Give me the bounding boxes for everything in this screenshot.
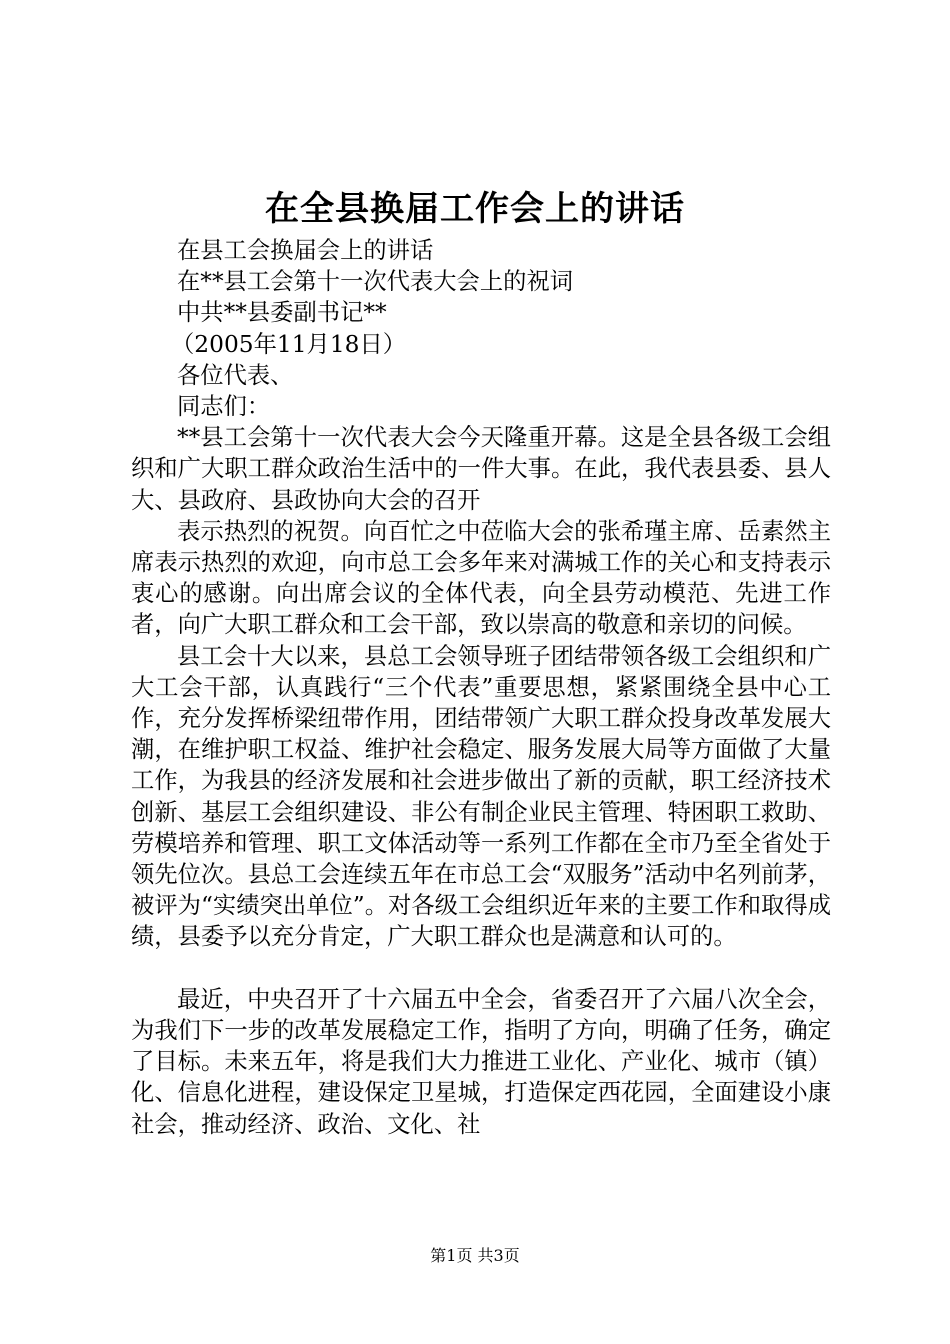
body-paragraph: 最近，中央召开了十六届五中全会，省委召开了六届八次全会，为我们下一步的改革发展稳定工作，指明了方向，明确了任务，确定了目标。未来五年，将是我们大力推进工业化、产业化、城市（镇）化、信息化进程，建设保定卫星城，打造保定西花园，全面建设小康社会，推动经济、政治、文化、社 — [131, 985, 831, 1138]
occasion-line: 在**县工会第十一次代表大会上的祝词 — [177, 268, 574, 296]
document-body — [131, 235, 831, 1140]
body-paragraph: 县工会十大以来，县总工会领导班子团结带领各级工会组织和广大工会干部，认真践行“三个代表”重要思想，紧紧围绕全县中心工作，充分发挥桥梁纽带作用，团结带领广大职工群众投身改革发展大潮，在维护职工权益、维护社会稳定、服务发展大局等方面做了大量工作，为我县的经济发展和社会进步做出了新的贡献，职工经济技术创新、基层工会组织建设、非公有制企业民主管理、特困职工救助、劳模培养和管理、职工文体活动等一系列工作都在全市乃至全省处于领先位次。县总工会连续五年在市总工会“双服务”活动中名列前茅，被评为“实绩突出单位”。对各级工会组织近年来的主要工作和取得成绩，县委予以充分肯定，广大职工群众也是满意和认可的。 — [131, 642, 831, 951]
salutation-line: 各位代表、 — [177, 361, 294, 389]
speaker-line: 中共**县委副书记** — [177, 299, 387, 327]
page-footer: 第1页 共3页 — [430, 1246, 520, 1265]
date-line: （2005年11月18日） — [171, 330, 407, 358]
salutation-line: 同志们： — [177, 392, 271, 420]
subtitle-line: 在县工会换届会上的讲话 — [177, 237, 434, 264]
body-paragraph: **县工会第十一次代表大会今天隆重开幕。这是全县各级工会组织和广大职工群众政治生活中的一件大事。在此，我代表县委、县人大、县政府、县政协向大会的召开 — [131, 424, 831, 514]
document-title: 在全县换届工作会上的讲话 — [265, 189, 685, 229]
paragraph-gap — [131, 953, 831, 984]
body-paragraph: 表示热烈的祝贺。向百忙之中莅临大会的张希瑾主席、岳素然主席表示热烈的欢迎，向市总工会多年来对满城工作的关心和支持表示衷心的感谢。向出席会议的全体代表，向全县劳动模范、先进工作者，向广大职工群众和工会干部，致以崇高的敬意和亲切的问候。 — [131, 517, 831, 639]
